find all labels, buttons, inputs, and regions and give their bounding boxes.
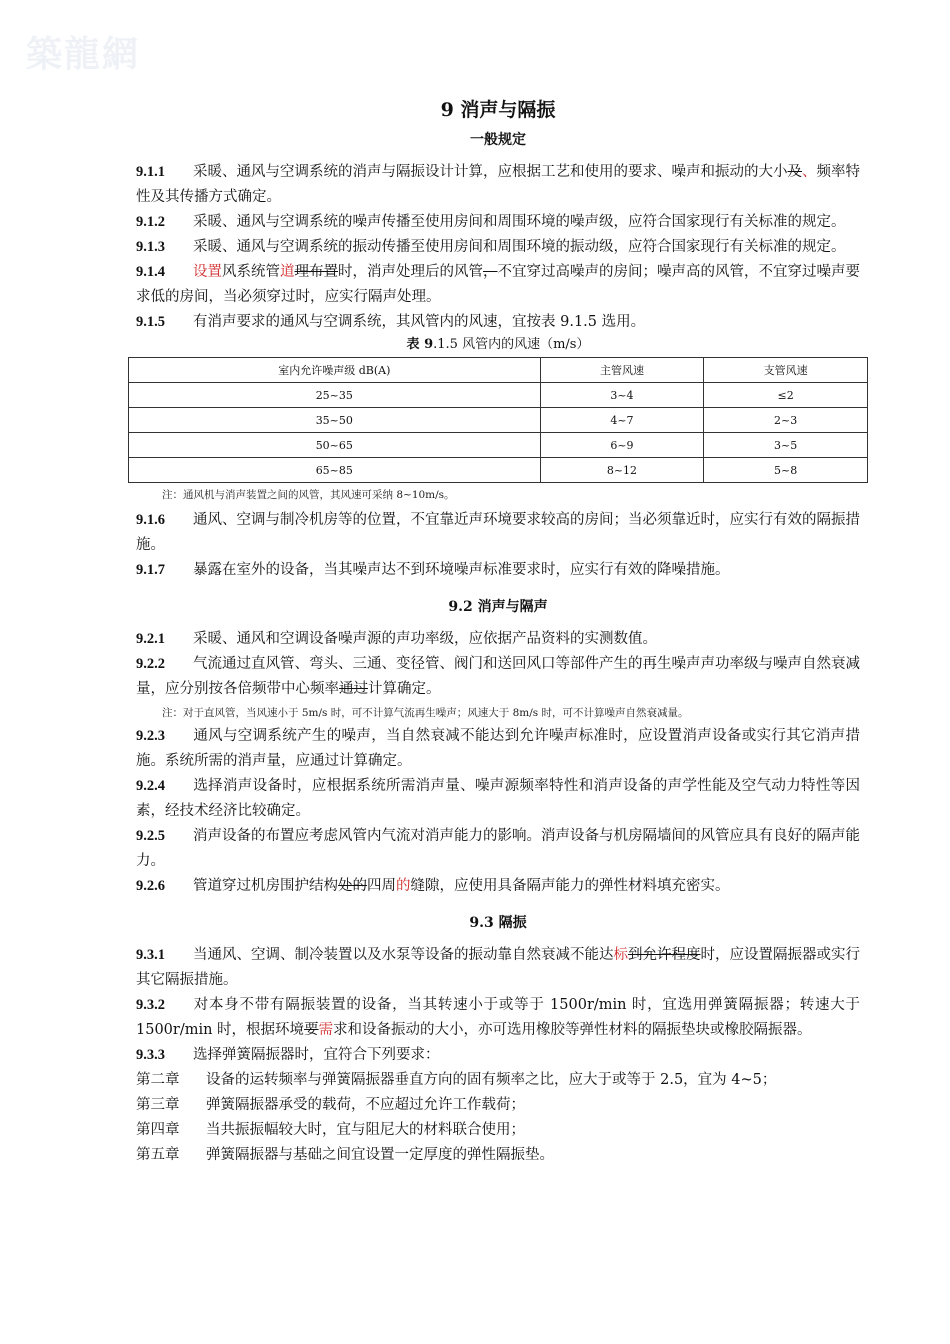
deleted-text: 处的 — [338, 878, 367, 894]
chapter-label: 第二章 — [136, 1072, 180, 1088]
clause-number: 9.1.1 — [136, 164, 165, 180]
table-cell: 8~12 — [540, 458, 704, 483]
clause-9-1-1: 9.1.1 采暖、通风与空调系统的消声与隔振设计计算，应根据工艺和使用的要求、噪声和振动的大小及、频率特性及其传播方式确定。 — [136, 160, 860, 210]
deleted-text: 到允许程度 — [628, 947, 701, 963]
clause-9-2-3: 9.2.3 通风与空调系统产生的噪声，当自然衰减不能达到允许噪声标准时，应设置消声设备或实行其它消声措施。系统所需的消声量，应通过计算确定。 — [136, 724, 860, 774]
table-row — [129, 383, 868, 408]
chapter-label: 第四章 — [136, 1122, 180, 1138]
table-header-cell: 支管风速 — [704, 358, 868, 383]
clause-number: 9.2.5 — [136, 828, 165, 844]
clause-9-1-3: 9.1.3 采暖、通风与空调系统的振动传播至使用房间和周围环境的振动级，应符合国家现行有关标准的规定。 — [136, 235, 860, 260]
deleted-text: 通过 — [339, 681, 368, 697]
deleted-text: 要 — [304, 1022, 319, 1038]
clause-9-3-1: 9.3.1 当通风、空调、制冷装置以及水泵等设备的振动靠自然衰减不能达标到允许程度时，应设置隔振器或实行其它隔振措施。 — [136, 943, 860, 993]
inserted-text: 需 — [318, 1022, 334, 1038]
clause-number: 9.1.6 — [136, 512, 165, 528]
table-header-cell: 室内允许噪声级 dB(A) — [129, 358, 541, 383]
table-row — [129, 408, 868, 433]
chapter-title: 9 消声与隔振 — [440, 99, 556, 121]
clause-number: 9.3.3 — [136, 1047, 165, 1063]
section-heading-9-2: 9.2 消声与隔声 — [448, 599, 548, 615]
clause-9-2-5: 9.2.5 消声设备的布置应考虑风管内气流对消声能力的影响。消声设备与机房隔墙间的风管应具有良好的隔声能力。 — [136, 824, 860, 874]
clause-9-2-1: 9.2.1 采暖、通风和空调设备噪声源的声功率级，应依据产品资料的实测数值。 — [136, 627, 860, 652]
clause-number: 9.2.4 — [136, 778, 165, 794]
table-cell: 2~3 — [704, 408, 868, 433]
clause-9-1-2: 9.1.2 采暖、通风与空调系统的噪声传播至使用房间和周围环境的噪声级，应符合国家现行有关标准的规定。 — [136, 210, 860, 235]
list-item: 第二章 设备的运转频率与弹簧隔振器垂直方向的固有频率之比，应大于或等于 2.5，宜为 4~5； — [136, 1068, 860, 1093]
clause-number: 9.2.6 — [136, 878, 165, 894]
clause-number: 9.2.1 — [136, 631, 165, 647]
clause-9-2-6: 9.2.6 管道穿过机房围护结构处的四周的缝隙，应使用具备隔声能力的弹性材料填充密实。 — [136, 874, 860, 899]
clause-number: 9.1.2 — [136, 214, 165, 230]
clause-9-1-4: 9.1.4 设置风系统管道理布置时，消声处理后的风管，不宜穿过高噪声的房间；噪声高的风管，不宜穿过噪声要求低的房间，当必须穿过时，应实行隔声处理。 — [136, 260, 860, 310]
table-row — [129, 433, 868, 458]
watermark-logo: 築龍網 — [26, 33, 141, 75]
table-cell: 3~4 — [540, 383, 704, 408]
table-cell: 3~5 — [704, 433, 868, 458]
clause-9-3-3: 9.3.3 选择弹簧隔振器时，宜符合下列要求： — [136, 1043, 860, 1068]
clause-number: 9.1.3 — [136, 239, 165, 255]
section-heading-9-3: 9.3 隔振 — [469, 915, 527, 931]
chapter-label: 第五章 — [136, 1147, 180, 1163]
clause-number: 9.3.1 — [136, 947, 165, 963]
table-note: 注：通风机与消声装置之间的风管，其风速可采纳 8~10m/s。 — [162, 489, 455, 501]
clause-number: 9.1.4 — [136, 264, 165, 280]
clause-9-1-7: 9.1.7 暴露在室外的设备，当其噪声达不到环境噪声标准要求时，应实行有效的降噪措施。 — [136, 558, 860, 583]
table-cell: ≤2 — [704, 383, 868, 408]
deleted-text: 理布置 — [294, 264, 338, 280]
table-cell: 4~7 — [540, 408, 704, 433]
clause-number: 9.2.2 — [136, 656, 165, 672]
table-cell: 5~8 — [704, 458, 868, 483]
inserted-text: 、 — [802, 164, 817, 180]
clause-9-1-6: 9.1.6 通风、空调与制冷机房等的位置，不宜靠近声环境要求较高的房间；当必须靠近时，应实行有效的隔振措施。 — [136, 508, 860, 558]
section-heading-general: 一般规定 — [470, 132, 526, 148]
table-cell: 50~65 — [129, 433, 541, 458]
table-cell: 6~9 — [540, 433, 704, 458]
clause-number: 9.2.3 — [136, 728, 165, 744]
table-cell: 25~35 — [129, 383, 541, 408]
table-cell: 65~85 — [129, 458, 541, 483]
deleted-text: ， — [483, 264, 498, 280]
inserted-text: 设置 — [193, 264, 222, 280]
clause-number: 9.3.2 — [136, 997, 165, 1013]
list-item: 第五章 弹簧隔振器与基础之间宜设置一定厚度的弹性隔振垫。 — [136, 1143, 860, 1168]
wind-speed-table — [128, 357, 868, 483]
document-page — [136, 96, 860, 1168]
table-header-cell: 主管风速 — [540, 358, 704, 383]
clause-number: 9.1.7 — [136, 562, 165, 578]
clause-9-3-2: 9.3.2 对本身不带有隔振装置的设备，当其转速小于或等于 1500r/min 时，宜选用弹簧隔振器；转速大于 1500r/min 时，根据环境要需求和设备振动的大小，亦可选用橡胶等弹性材料的隔振垫块或橡胶隔振器。 — [136, 993, 860, 1043]
clause-9-2-4: 9.2.4 选择消声设备时，应根据系统所需消声量、噪声源频率特性和消声设备的声学性能及空气动力特性等因素，经技术经济比较确定。 — [136, 774, 860, 824]
clause-9-1-5: 9.1.5 有消声要求的通风与空调系统，其风管内的风速，宜按表 9.1.5 选用。 — [136, 310, 860, 335]
table-header-row — [129, 358, 868, 383]
inserted-text: 的 — [396, 878, 411, 894]
list-item: 第四章 当共振振幅较大时，宜与阻尼大的材料联合使用； — [136, 1118, 860, 1143]
clause-number: 9.1.5 — [136, 314, 165, 330]
table-row — [129, 458, 868, 483]
inserted-text: 标 — [613, 947, 628, 963]
clause-9-2-2: 9.2.2 气流通过直风管、弯头、三通、变径管、阀门和送回风口等部件产生的再生噪声声功率级与噪声自然衰减量，应分别按各倍频带中心频率通过计算确定。 — [136, 652, 860, 702]
list-item: 第三章 弹簧隔振器承受的载荷，不应超过允许工作载荷； — [136, 1093, 860, 1118]
chapter-label: 第三章 — [136, 1097, 180, 1113]
deleted-text: 及 — [787, 164, 802, 180]
table-cell: 35~50 — [129, 408, 541, 433]
clause-note: 注：对于直风管，当风速小于 5m/s 时，可不计算气流再生噪声；风速大于 8m/s 时，可不计算噪声自然衰减量。 — [162, 707, 689, 719]
table-caption: 表 9.1.5 风管内的风速（m/s） — [406, 337, 590, 352]
inserted-text: 道 — [280, 264, 295, 280]
